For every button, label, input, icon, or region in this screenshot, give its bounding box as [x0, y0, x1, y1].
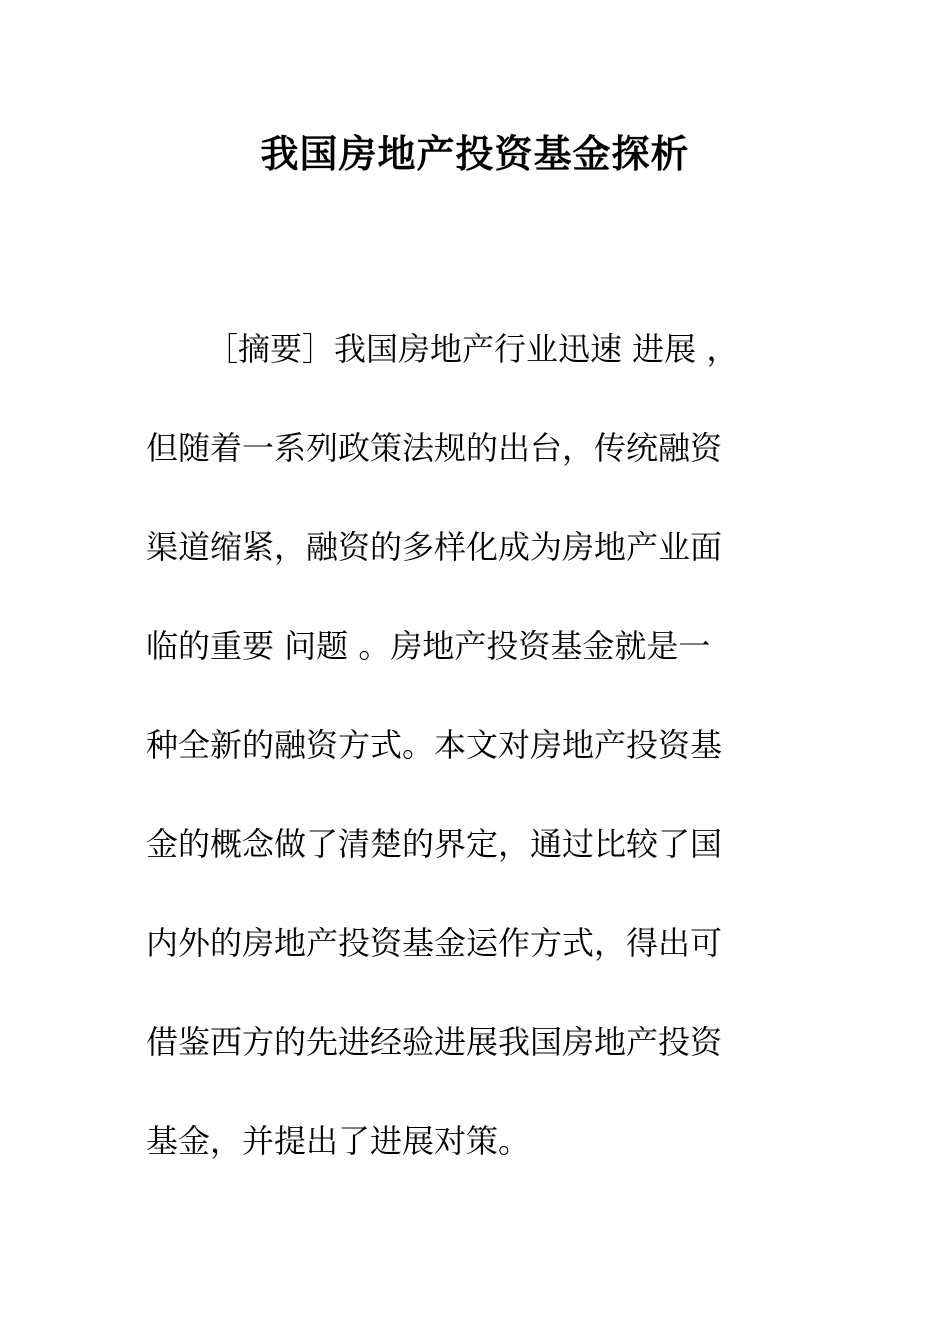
- document-title: 我国房地产投资基金探析: [260, 131, 690, 176]
- abstract-line: 基金，并提出了进展对策。: [146, 1122, 531, 1160]
- abstract-line: 种全新的融资方式。本文对房地产投资基: [146, 726, 723, 764]
- abstract-line: 但随着一系列政策法规的出台，传统融资: [146, 429, 723, 467]
- abstract-line: 借鉴西方的先进经验进展我国房地产投资: [146, 1023, 723, 1061]
- abstract-line: 金的概念做了清楚的界定，通过比较了国: [146, 825, 723, 863]
- abstract-paragraph: [146, 300, 786, 1191]
- abstract-line: 渠道缩紧，融资的多样化成为房地产业面: [146, 528, 723, 566]
- abstract-line: 临的重要 问题 。房地产投资基金就是一: [146, 627, 711, 665]
- abstract-line: 内外的房地产投资基金运作方式，得出可: [146, 924, 723, 962]
- abstract-line: ［摘要］我国房地产行业迅速 进展 ，: [206, 330, 739, 368]
